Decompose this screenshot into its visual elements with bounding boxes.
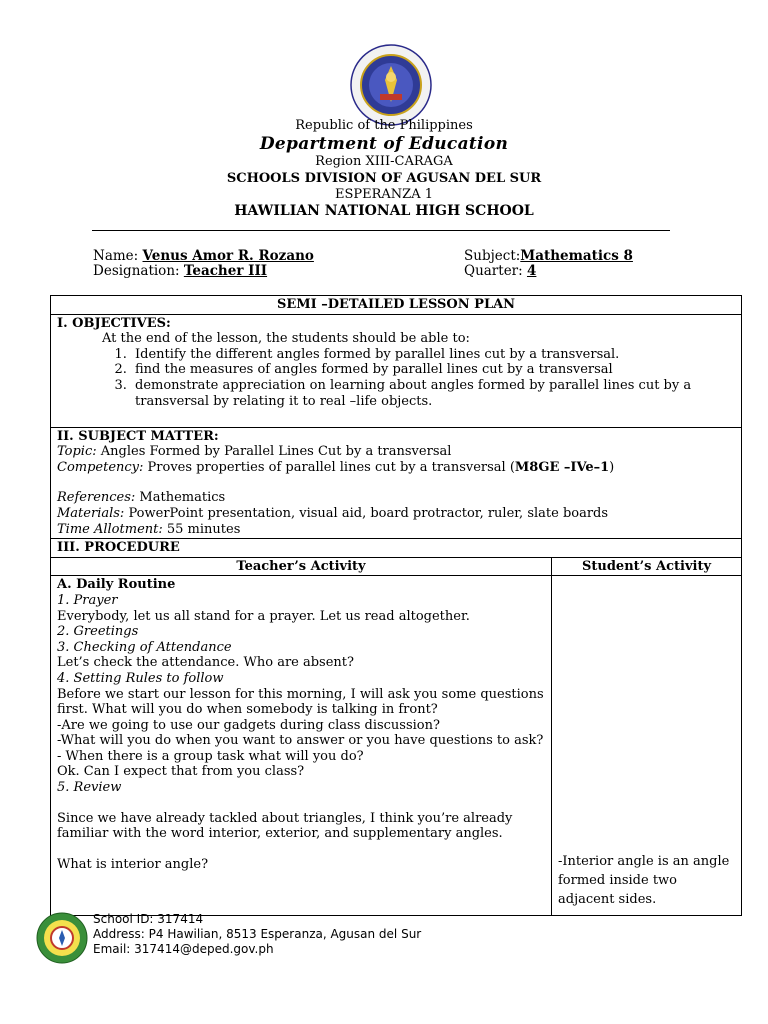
rules-text: -What will you do when you want to answer or you have questions to ask?	[57, 733, 544, 749]
footer-contact	[93, 912, 421, 957]
quarter-value: 4	[526, 263, 537, 279]
review-text: Since we have already tackled about triangles, I think you’re already familiar with the word interior, exterior, and supplementary angles.	[57, 810, 513, 842]
references-line	[57, 490, 735, 506]
district-label: ESPERANZA 1	[334, 187, 433, 202]
designation-value: Teacher III	[183, 263, 268, 279]
time-label: Time Allotment:	[57, 521, 163, 537]
competency-line	[57, 460, 735, 476]
designation-label: Designation:	[93, 263, 184, 279]
rules-label: 4. Setting Rules to follow	[57, 670, 224, 686]
school-address: Address: P4 Hawilian, 8513 Esperanza, Agusan del Sur	[93, 927, 422, 941]
lesson-plan-table	[50, 295, 742, 916]
competency-label: Competency:	[57, 459, 144, 475]
objectives-list	[57, 347, 735, 409]
student-activity-cell	[552, 576, 742, 916]
procedure-heading: III. PROCEDURE	[51, 539, 742, 558]
teacher-activity-cell	[51, 576, 552, 916]
quarter-label: Quarter:	[464, 263, 527, 279]
competency-close: )	[609, 459, 615, 475]
materials-value: PowerPoint presentation, visual aid, board protractor, ruler, slate boards	[124, 505, 609, 521]
subject-matter-section	[51, 427, 742, 539]
rules-text: Ok. Can I expect that from you class?	[57, 764, 305, 780]
school-logo	[36, 912, 88, 964]
attendance-label: 3. Checking of Attendance	[57, 639, 232, 655]
subject-value: Mathematics 8	[520, 248, 633, 264]
attendance-text: Let’s check the attendance. Who are absent?	[57, 655, 354, 671]
review-label: 5. Review	[57, 780, 122, 796]
rules-text: - When there is a group task what will you do?	[57, 748, 364, 764]
objectives-section	[51, 314, 742, 427]
objective-item: 2. find the measures of angles formed by parallel lines cut by a transversal	[131, 362, 735, 378]
competency-code: M8GE –IVe–1	[514, 459, 610, 475]
subject-label: Subject:	[464, 248, 521, 264]
objectives-intro: At the end of the lesson, the students should be able to:	[102, 331, 470, 347]
objective-item: 3. demonstrate appreciation on learning about angles formed by parallel lines cut by a transversal by relating it to real –life objects.	[131, 378, 735, 409]
deped-seal-logo	[350, 44, 432, 126]
objectives-heading: I. OBJECTIVES:	[57, 315, 171, 331]
materials-line	[57, 506, 735, 522]
references-label: References:	[57, 490, 136, 506]
prayer-label: 1. Prayer	[57, 592, 118, 608]
republic-label: Republic of the Philippines	[295, 118, 473, 133]
subject-line	[464, 248, 633, 264]
topic-line	[57, 444, 735, 460]
designation-line	[93, 263, 267, 279]
division-label: SCHOOLS DIVISION OF AGUSAN DEL SUR	[226, 171, 542, 186]
materials-label: Materials:	[57, 505, 125, 521]
quarter-line	[464, 263, 536, 279]
rules-text: -Are we going to use our gadgets during class discussion?	[57, 717, 440, 733]
name-label: Name:	[93, 248, 143, 264]
competency-value: Proves properties of parallel lines cut by a transversal (	[143, 459, 515, 475]
school-name: HAWILIAN NATIONAL HIGH SCHOOL	[234, 203, 534, 219]
references-value: Mathematics	[135, 490, 226, 506]
topic-value: Angles Formed by Parallel Lines Cut by a transversal	[96, 444, 452, 460]
objective-item: 1. Identify the different angles formed by parallel lines cut by a transversal.	[131, 347, 735, 363]
school-id: School ID: 317414	[93, 912, 204, 926]
rules-text: Before we start our lesson for this morning, I will ask you some questions first. What will you do when somebody is talking in front?	[57, 686, 544, 718]
time-line	[57, 522, 735, 538]
student-activity-header: Student’s Activity	[552, 557, 742, 576]
subject-matter-heading: II. SUBJECT MATTER:	[57, 428, 219, 444]
time-value: 55 minutes	[162, 521, 241, 537]
school-email: Email: 317414@deped.gov.ph	[93, 942, 274, 956]
department-title: Department of Education	[259, 134, 509, 154]
topic-label: Topic:	[57, 444, 97, 460]
daily-routine-heading: A. Daily Routine	[57, 577, 176, 593]
name-value: Venus Amor R. Rozano	[142, 248, 314, 264]
interior-angle-question: What is interior angle?	[57, 856, 209, 872]
header-divider	[92, 230, 670, 231]
name-line	[93, 248, 314, 264]
teacher-activity-header: Teacher’s Activity	[51, 557, 552, 576]
student-answer: -Interior angle is an angle formed inside two adjacent sides.	[558, 854, 730, 908]
plan-title: SEMI –DETAILED LESSON PLAN	[51, 296, 742, 315]
prayer-text: Everybody, let us all stand for a prayer. Let us read altogether.	[57, 608, 470, 624]
greetings-label: 2. Greetings	[57, 624, 139, 640]
region-label: Region XIII-CARAGA	[315, 154, 453, 169]
